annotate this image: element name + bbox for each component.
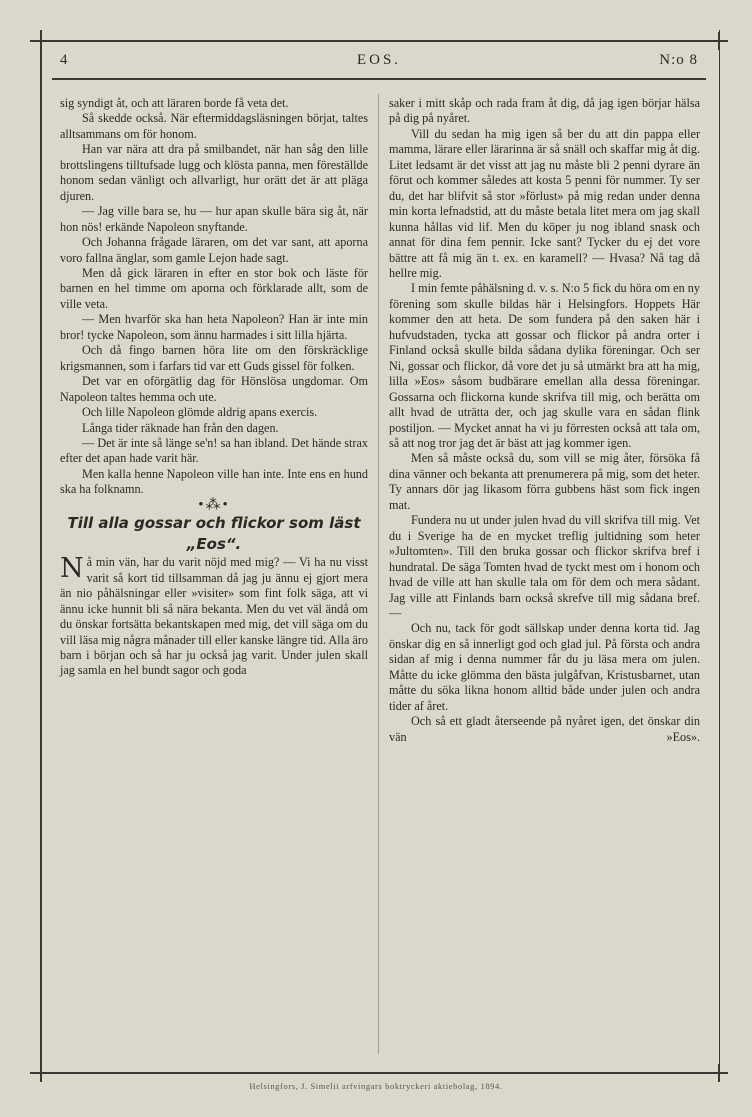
magazine-title: EOS.: [356, 52, 402, 68]
paragraph: Men då gick läraren in efter en stor bok och läste för barnen en hel timme om aporna och förklarade allt, som de ville veta.: [60, 265, 368, 311]
left-column: [60, 96, 368, 679]
letter-first-line: å min vän, har du varit nöjd med mig?: [86, 555, 280, 570]
column-divider: [378, 94, 379, 1054]
corner-cross-top-left: [32, 32, 50, 50]
paragraph: — Det är inte så länge se'n! sa han ibland. Det hände strax efter det apan hade varit här.: [60, 435, 368, 466]
corner-cross-bottom-left: [32, 1064, 50, 1082]
ornament: •⁂•: [198, 496, 230, 513]
printer-imprint: Helsingfors, J. Simelii arfvingars boktryckeri aktiebolag, 1894.: [249, 1081, 503, 1091]
header-rule: [52, 78, 706, 80]
frame-left-line: [40, 30, 42, 1082]
paragraph: Men kalla henne Napoleon ville han inte. Inte ens en hund ska ha folknamn.: [60, 466, 368, 497]
paragraph: Och lille Napoleon glömde aldrig apans exercis.: [82, 405, 318, 420]
paragraph: sig syndigt åt, och att läraren borde få veta det.: [60, 96, 289, 110]
frame-right-line: [719, 30, 721, 1082]
paragraph: Fundera nu ut under julen hvad du vill skrifva till mig. Vet du i Sverige ha de en mycket treflig jultidning som heter »Jultomten». Till den bruka gossar och flickor skrifva bref i hundratal. De säga Tomten hvad de tyckt mest om i honom och hvad de ville att han skulle tala om för dem och mera sådant. Jag ville att Finlands barn också skrefve till mig sådana bref. —: [389, 513, 700, 620]
paragraph: Så skedde också. När eftermiddagsläsningen börjat, taltes alltsammans om för honom.: [60, 111, 368, 141]
paragraph: Det var en oförgätlig dag för Hönslösa ungdomar. Om Napoleon taltes hemma och ute.: [60, 374, 368, 404]
paragraph: saker i mitt skåp och rada fram åt dig, då jag igen börjar hälsa på dig på nyåret.: [389, 96, 700, 126]
corner-cross-bottom-right: [710, 1064, 728, 1082]
paragraph: Han var nära att dra på smilbandet, när han såg den lille brottslingens tilltufsade lugg och klösta panna, men föreställde honom sedan vänligt och allvarligt, hur orätt det är att pläga djuren.: [60, 142, 368, 203]
frame-bottom-line: [30, 1072, 728, 1074]
paragraph: Vill du sedan ha mig igen så ber du att din pappa eller mamma, lärare eller lärarinna är så snäll och skaffar mig åt dig. Litet ledsamt är det visst att jag nu måste bli 2 penni dyrare än förut och kommer således att kosta 5 penni för nummer. Ty ser du, det har blifvit så stor »förlust» på mig redan under denna min korta lefnadstid, att du måste betala litet mera om jag skall kunna hållas vid lif. Men du köper ju nog ibland snask och annat för dina fem pennir. Icke sant? Tycker du ej det vore bättre att få mig än t. ex. en karamell? — Hvasa? Nå tag då hellre mig.: [389, 126, 700, 280]
right-column: [389, 96, 700, 745]
signature: »Eos».: [666, 729, 700, 744]
section-heading: Till alla gossar och flickor som läst „Eos“.: [67, 514, 361, 554]
paragraph: I min femte påhälsning d. v. s. N:o 5 fick du höra om en ny förening som skulle bildas här i Helsingfors. Hoppets Här kommer den att heta. De som fundera på den saken här i hufvudstaden, tycka att gossar och flickor på andra orter i Finland också skulle bilda sådana dylika föreningar. Och ser Ni, gossar och flickor, då vore det ju så utmärkt bra att ha mig, lilla »Eos» såsom budbärare emellan alla dessa föreningar. Gossarna och flickorna kunde skrifva till mig, och berätta om allt hvad de uträtta der, och jag skulle vara en sådan flink postiljon. — Mycket annat ha vi ju förresten också att tala om, så att nog tror jag det är bäst att jag kommer igen.: [389, 281, 700, 450]
paragraph: Men så måste också du, som vill se mig åter, försöka få dina vänner och bekanta att prenumerera på mig, som det heter. Ty annars dör jag likasom förra gubbens häst som fick ingen mat.: [389, 451, 700, 512]
paragraph: Och Johanna frågade läraren, om det var sant, att aporna voro fallna änglar, som gamle Lejon hade sagt.: [60, 235, 368, 265]
closing-text: Och så ett gladt återseende på nyåret igen, det önskar din vän: [389, 714, 700, 744]
paragraph: Långa tider räknade han från den dagen.: [82, 420, 279, 435]
closing-paragraph: [389, 714, 700, 745]
paragraph: Och nu, tack för godt sällskap under denna korta tid. Jag önskar dig en så innerligt god och glad jul. På första och andra sidan af mig i denna nummer får du ju läsa mera om julen. Måtte du icke glömma den bästa julgåfvan, Kristusbarnet, utan måtte du söka likna honom alltid både under julen och andra tider af året.: [389, 621, 700, 713]
issue-number: N:o 8: [659, 52, 698, 68]
page-number: 4: [60, 52, 69, 68]
paragraph: — Men hvarför ska han heta Napoleon? Han är inte min bror! tycke Napoleon, som ännu harmades i sitt lilla hjärta.: [60, 312, 368, 342]
frame-top-line: [30, 40, 728, 42]
page-header: [58, 52, 700, 72]
letter-text: — Vi ha nu visst varit så kort tid tillsamman då jag ju ännu ej gjort mera än nio påhälsningar eller »visiter» som fint folk säga, att vi ännu icke hunnit bli så nära bekanta. Men du vet väl ändå om du önskar fortsätta bekantskapen med mig, det vill säga om du vill läsa mig några månader till eller kanske längre tid. Alla äro barn i början och så har ju också jag varit. Under julen skall jag samla en hel bundt sagor och goda: [60, 555, 369, 678]
letter-opening: [60, 555, 368, 679]
paragraph: Och då fingo barnen höra lite om den förskräcklige krigsmannen, som i farfars tid var ett Guds gissel för folken.: [60, 343, 368, 373]
corner-cross-top-right: [710, 32, 728, 50]
drop-cap: N: [60, 553, 84, 585]
paragraph: — Jag ville bara se, hu — hur apan skulle bära sig åt, när hon nös! erkände Napoleon snyftande.: [60, 204, 368, 234]
